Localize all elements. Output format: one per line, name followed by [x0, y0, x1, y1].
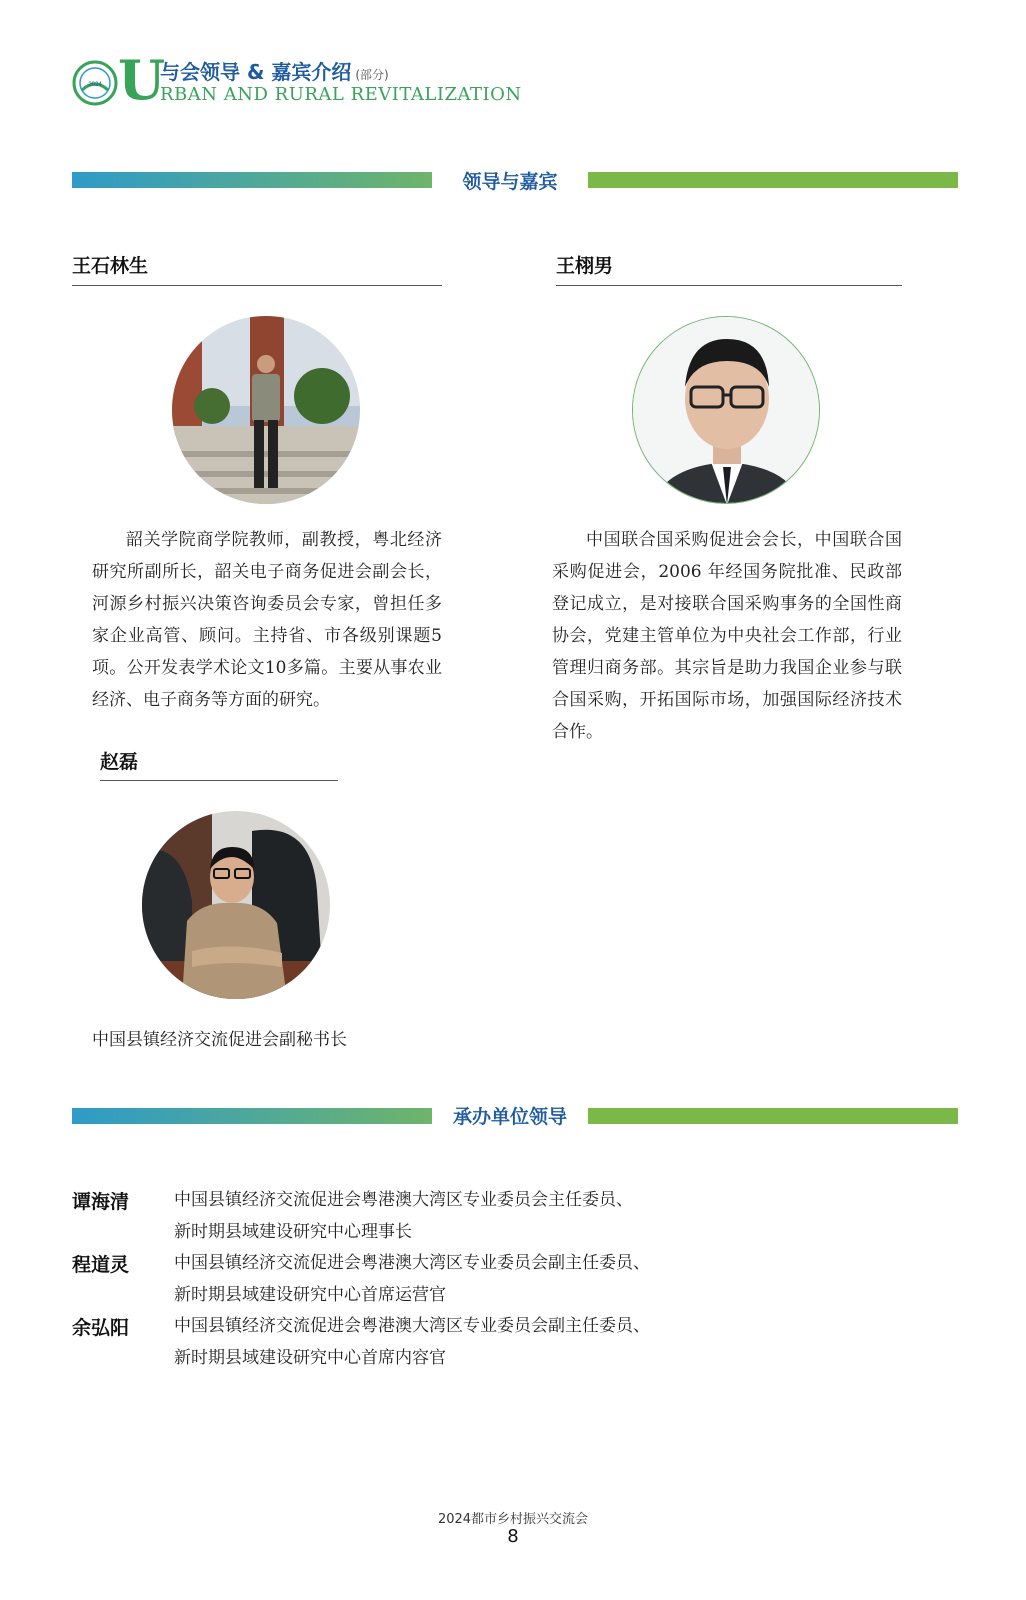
section-bar-right — [588, 1108, 958, 1124]
organizer-title-line2: 新时期县域建设研究中心理事长 — [174, 1222, 412, 1242]
guest-bio: 中国联合国采购促进会会长，中国联合国采购促进会，2006 年经国务院批准、民政部登记成立，是对接联合国采购事务的全国性商协会，党建主管单位为中央社会工作部，行业管理归商务部。其宗旨是助力我国企业参与联合国采购，开拓国际市场，加强国际经济技术合作。 — [552, 530, 902, 742]
page-number: 8 — [507, 1526, 519, 1547]
organizer-title-line1: 中国县镇经济交流促进会粤港澳大湾区专业委员会主任委员、 — [174, 1190, 633, 1210]
section-bar-left — [72, 1108, 432, 1124]
logo-year: 2024 — [88, 82, 102, 88]
section-bar-right — [588, 172, 958, 188]
guest-photo — [142, 811, 330, 999]
guest-name: 赵磊 — [100, 751, 139, 773]
guest-bio: 中国县镇经济交流促进会副秘书长 — [92, 1030, 347, 1050]
footer-event-name: 2024都市乡村振兴交流会 — [437, 1512, 589, 1527]
header-title — [160, 60, 389, 87]
organizer-title-line1: 中国县镇经济交流促进会粤港澳大湾区专业委员会副主任委员、 — [174, 1253, 650, 1273]
guest-bio: 韶关学院商学院教师，副教授，粤北经济研究所副所长，韶关电子商务促进会副会长，河源乡村振兴决策咨询委员会专家，曾担任多家企业高管、顾问。主持省、市各级别课题5项。公开发表学术论文10多篇。主要从事农业经济、电子商务等方面的研究。 — [92, 530, 442, 710]
organizer-title-line2: 新时期县域建设研究中心首席内容官 — [174, 1348, 446, 1368]
guest-name: 王石林生 — [72, 255, 149, 277]
guest-name: 王栩男 — [556, 255, 614, 277]
organizer-title-line1: 中国县镇经济交流促进会粤港澳大湾区专业委员会副主任委员、 — [174, 1316, 650, 1336]
organizer-name: 余弘阳 — [72, 1317, 130, 1339]
organizer-name: 程道灵 — [72, 1254, 130, 1276]
guest-photo — [632, 316, 820, 504]
header-big-letter: U — [118, 48, 166, 112]
event-logo — [72, 60, 118, 106]
guest-photo — [172, 316, 360, 504]
organizer-title-line2: 新时期县域建设研究中心首席运营官 — [174, 1285, 446, 1305]
name-underline — [556, 285, 902, 286]
name-underline — [100, 780, 338, 781]
organizer-name: 谭海清 — [72, 1191, 130, 1213]
header-title-cn: 与会领导 & 嘉宾介绍 — [160, 60, 352, 84]
section-title-guests: 领导与嘉宾 — [462, 171, 558, 193]
section-title-organizers: 承办单位领导 — [452, 1106, 567, 1128]
name-underline — [72, 285, 442, 286]
section-bar-left — [72, 172, 432, 188]
header-title-note: (部分) — [355, 68, 389, 82]
header-title-en: RBAN AND RURAL REVITALIZATION — [160, 84, 522, 105]
